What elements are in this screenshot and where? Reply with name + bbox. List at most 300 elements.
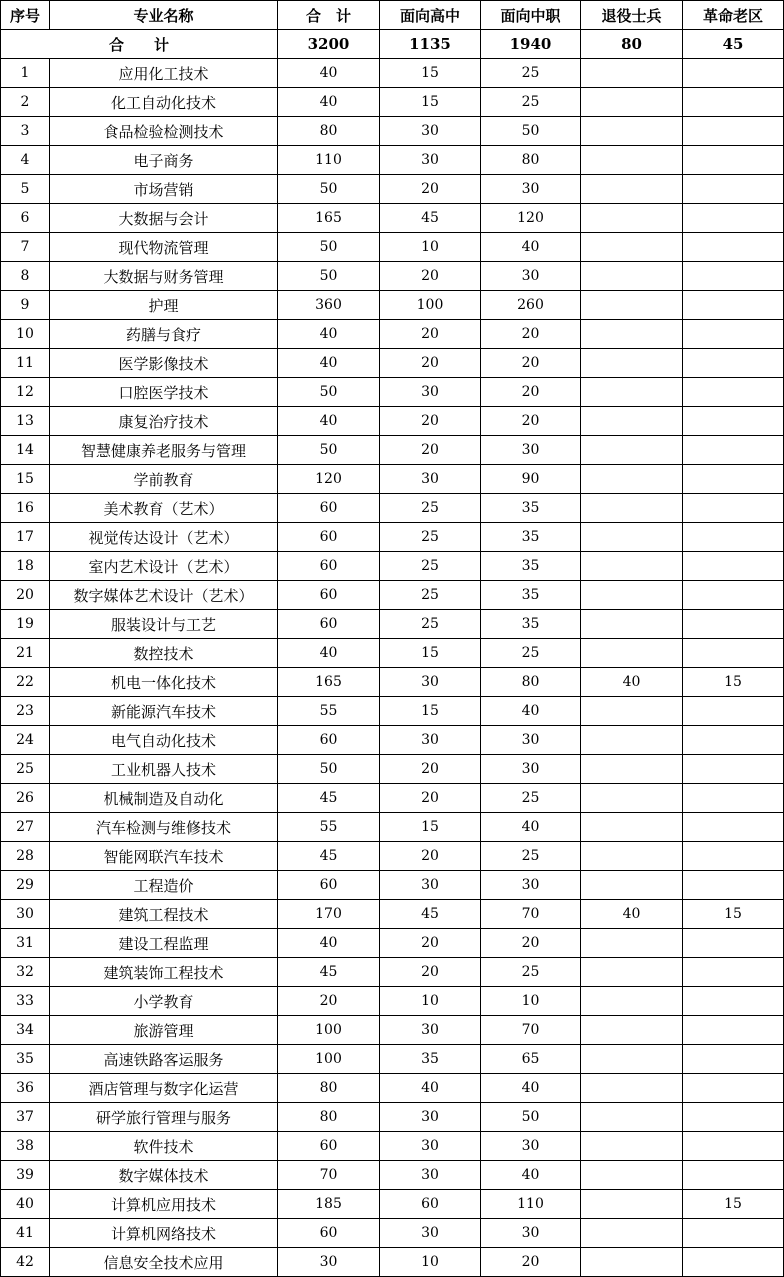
cell-high-school: 10 (380, 987, 481, 1016)
cell-index: 7 (1, 233, 50, 262)
cell-major-name: 电子商务 (50, 146, 278, 175)
table-row (1, 958, 784, 987)
table-row (1, 1219, 784, 1248)
cell-total: 60 (278, 871, 380, 900)
cell-major-name: 工业机器人技术 (50, 755, 278, 784)
cell-major-name: 工程造价 (50, 871, 278, 900)
cell-major-name: 机械制造及自动化 (50, 784, 278, 813)
cell-old-revolutionary-area (683, 871, 784, 900)
total-row (1, 30, 784, 59)
cell-total: 80 (278, 117, 380, 146)
cell-major-name: 软件技术 (50, 1132, 278, 1161)
cell-vocational: 260 (481, 291, 581, 320)
cell-veterans (581, 1045, 683, 1074)
cell-major-name: 市场营销 (50, 175, 278, 204)
table-row (1, 1132, 784, 1161)
cell-major-name: 室内艺术设计（艺术） (50, 552, 278, 581)
total-cell: 45 (683, 30, 784, 59)
cell-vocational: 50 (481, 117, 581, 146)
cell-old-revolutionary-area (683, 726, 784, 755)
cell-major-name: 大数据与会计 (50, 204, 278, 233)
cell-total: 80 (278, 1074, 380, 1103)
total-cell: 1940 (481, 30, 581, 59)
cell-vocational: 30 (481, 436, 581, 465)
cell-veterans (581, 88, 683, 117)
table-row (1, 378, 784, 407)
cell-high-school: 30 (380, 1103, 481, 1132)
cell-vocational: 80 (481, 668, 581, 697)
cell-high-school: 20 (380, 349, 481, 378)
cell-index: 2 (1, 88, 50, 117)
cell-high-school: 30 (380, 871, 481, 900)
table-row (1, 349, 784, 378)
cell-total: 40 (278, 349, 380, 378)
cell-veterans: 40 (581, 900, 683, 929)
cell-index: 25 (1, 755, 50, 784)
cell-vocational: 30 (481, 1219, 581, 1248)
cell-index: 36 (1, 1074, 50, 1103)
cell-old-revolutionary-area (683, 262, 784, 291)
cell-total: 100 (278, 1016, 380, 1045)
table-row (1, 436, 784, 465)
cell-major-name: 信息安全技术应用 (50, 1248, 278, 1277)
cell-old-revolutionary-area (683, 494, 784, 523)
cell-veterans (581, 204, 683, 233)
cell-old-revolutionary-area (683, 407, 784, 436)
cell-old-revolutionary-area (683, 1103, 784, 1132)
table-row (1, 987, 784, 1016)
cell-total: 40 (278, 320, 380, 349)
table-row (1, 900, 784, 929)
cell-vocational: 110 (481, 1190, 581, 1219)
cell-major-name: 化工自动化技术 (50, 88, 278, 117)
cell-major-name: 药膳与食疗 (50, 320, 278, 349)
cell-high-school: 15 (380, 88, 481, 117)
cell-index: 17 (1, 523, 50, 552)
cell-major-name: 智慧健康养老服务与管理 (50, 436, 278, 465)
cell-major-name: 美术教育（艺术） (50, 494, 278, 523)
cell-veterans (581, 813, 683, 842)
cell-veterans (581, 233, 683, 262)
cell-vocational: 70 (481, 900, 581, 929)
cell-veterans (581, 59, 683, 88)
cell-vocational: 30 (481, 755, 581, 784)
cell-veterans (581, 465, 683, 494)
cell-total: 170 (278, 900, 380, 929)
table-row (1, 1103, 784, 1132)
cell-veterans (581, 552, 683, 581)
cell-index: 12 (1, 378, 50, 407)
cell-index: 11 (1, 349, 50, 378)
cell-veterans (581, 117, 683, 146)
cell-high-school: 20 (380, 784, 481, 813)
cell-old-revolutionary-area (683, 755, 784, 784)
cell-major-name: 大数据与财务管理 (50, 262, 278, 291)
cell-veterans (581, 784, 683, 813)
cell-veterans (581, 581, 683, 610)
cell-total: 45 (278, 784, 380, 813)
cell-vocational: 35 (481, 610, 581, 639)
cell-high-school: 30 (380, 117, 481, 146)
cell-index: 31 (1, 929, 50, 958)
cell-total: 60 (278, 610, 380, 639)
header-total: 合 计 (278, 1, 380, 30)
cell-major-name: 小学教育 (50, 987, 278, 1016)
cell-index: 26 (1, 784, 50, 813)
cell-high-school: 30 (380, 726, 481, 755)
cell-veterans (581, 523, 683, 552)
cell-old-revolutionary-area: 15 (683, 1190, 784, 1219)
table-row (1, 871, 784, 900)
cell-index: 42 (1, 1248, 50, 1277)
cell-vocational: 40 (481, 1161, 581, 1190)
cell-high-school: 100 (380, 291, 481, 320)
cell-total: 40 (278, 639, 380, 668)
table-row (1, 465, 784, 494)
cell-major-name: 建设工程监理 (50, 929, 278, 958)
cell-vocational: 40 (481, 813, 581, 842)
table-row (1, 175, 784, 204)
cell-old-revolutionary-area (683, 1016, 784, 1045)
cell-major-name: 计算机应用技术 (50, 1190, 278, 1219)
cell-total: 110 (278, 146, 380, 175)
cell-major-name: 医学影像技术 (50, 349, 278, 378)
cell-index: 18 (1, 552, 50, 581)
header-vocational: 面向中职 (481, 1, 581, 30)
cell-vocational: 30 (481, 726, 581, 755)
cell-total: 70 (278, 1161, 380, 1190)
cell-index: 30 (1, 900, 50, 929)
cell-major-name: 数字媒体技术 (50, 1161, 278, 1190)
cell-total: 50 (278, 262, 380, 291)
cell-major-name: 数字媒体艺术设计（艺术） (50, 581, 278, 610)
cell-vocational: 40 (481, 233, 581, 262)
cell-veterans (581, 697, 683, 726)
cell-old-revolutionary-area (683, 1248, 784, 1277)
cell-veterans (581, 1016, 683, 1045)
cell-total: 50 (278, 378, 380, 407)
cell-index: 19 (1, 610, 50, 639)
cell-major-name: 服装设计与工艺 (50, 610, 278, 639)
cell-high-school: 30 (380, 378, 481, 407)
cell-vocational: 20 (481, 1248, 581, 1277)
header-high-school: 面向高中 (380, 1, 481, 30)
cell-total: 185 (278, 1190, 380, 1219)
table-row (1, 842, 784, 871)
cell-total: 20 (278, 987, 380, 1016)
cell-old-revolutionary-area: 15 (683, 900, 784, 929)
cell-veterans (581, 320, 683, 349)
cell-major-name: 计算机网络技术 (50, 1219, 278, 1248)
cell-major-name: 学前教育 (50, 465, 278, 494)
cell-vocational: 80 (481, 146, 581, 175)
cell-veterans (581, 1219, 683, 1248)
cell-old-revolutionary-area (683, 175, 784, 204)
cell-index: 8 (1, 262, 50, 291)
cell-vocational: 35 (481, 581, 581, 610)
cell-high-school: 10 (380, 1248, 481, 1277)
cell-index: 27 (1, 813, 50, 842)
table-row (1, 88, 784, 117)
cell-vocational: 25 (481, 88, 581, 117)
cell-high-school: 15 (380, 639, 481, 668)
cell-total: 60 (278, 726, 380, 755)
cell-index: 13 (1, 407, 50, 436)
total-cell: 80 (581, 30, 683, 59)
cell-veterans (581, 842, 683, 871)
cell-old-revolutionary-area (683, 291, 784, 320)
cell-high-school: 25 (380, 610, 481, 639)
cell-total: 60 (278, 552, 380, 581)
cell-old-revolutionary-area (683, 813, 784, 842)
cell-total: 50 (278, 175, 380, 204)
cell-old-revolutionary-area (683, 639, 784, 668)
cell-old-revolutionary-area (683, 117, 784, 146)
table-row (1, 1190, 784, 1219)
cell-old-revolutionary-area (683, 958, 784, 987)
cell-high-school: 25 (380, 523, 481, 552)
cell-old-revolutionary-area (683, 929, 784, 958)
cell-high-school: 30 (380, 1219, 481, 1248)
cell-total: 50 (278, 436, 380, 465)
table-row (1, 59, 784, 88)
cell-vocational: 40 (481, 697, 581, 726)
table-row (1, 581, 784, 610)
cell-veterans (581, 1132, 683, 1161)
cell-veterans: 40 (581, 668, 683, 697)
cell-old-revolutionary-area (683, 784, 784, 813)
table-row (1, 117, 784, 146)
cell-major-name: 研学旅行管理与服务 (50, 1103, 278, 1132)
table-row (1, 523, 784, 552)
cell-old-revolutionary-area (683, 1132, 784, 1161)
cell-high-school: 20 (380, 262, 481, 291)
cell-high-school: 15 (380, 697, 481, 726)
cell-major-name: 食品检验检测技术 (50, 117, 278, 146)
cell-major-name: 现代物流管理 (50, 233, 278, 262)
cell-high-school: 20 (380, 407, 481, 436)
cell-vocational: 20 (481, 320, 581, 349)
cell-old-revolutionary-area (683, 146, 784, 175)
cell-high-school: 15 (380, 59, 481, 88)
cell-index: 9 (1, 291, 50, 320)
cell-high-school: 20 (380, 175, 481, 204)
cell-total: 360 (278, 291, 380, 320)
cell-vocational: 20 (481, 349, 581, 378)
cell-major-name: 建筑工程技术 (50, 900, 278, 929)
cell-total: 40 (278, 59, 380, 88)
cell-index: 41 (1, 1219, 50, 1248)
cell-veterans (581, 1103, 683, 1132)
cell-index: 5 (1, 175, 50, 204)
header-index: 序号 (1, 1, 50, 30)
cell-vocational: 35 (481, 552, 581, 581)
cell-index: 23 (1, 697, 50, 726)
cell-high-school: 25 (380, 494, 481, 523)
cell-veterans (581, 146, 683, 175)
cell-old-revolutionary-area (683, 1045, 784, 1074)
cell-veterans (581, 929, 683, 958)
table-row (1, 552, 784, 581)
cell-high-school: 30 (380, 465, 481, 494)
cell-vocational: 30 (481, 871, 581, 900)
cell-total: 50 (278, 755, 380, 784)
cell-veterans (581, 871, 683, 900)
cell-index: 28 (1, 842, 50, 871)
cell-total: 165 (278, 204, 380, 233)
cell-index: 34 (1, 1016, 50, 1045)
cell-vocational: 70 (481, 1016, 581, 1045)
cell-vocational: 25 (481, 639, 581, 668)
cell-old-revolutionary-area (683, 465, 784, 494)
table-row (1, 146, 784, 175)
cell-total: 165 (278, 668, 380, 697)
cell-old-revolutionary-area (683, 378, 784, 407)
cell-index: 22 (1, 668, 50, 697)
cell-total: 60 (278, 581, 380, 610)
cell-major-name: 康复治疗技术 (50, 407, 278, 436)
cell-high-school: 30 (380, 668, 481, 697)
cell-vocational: 65 (481, 1045, 581, 1074)
cell-index: 39 (1, 1161, 50, 1190)
cell-veterans (581, 349, 683, 378)
header-major-name: 专业名称 (50, 1, 278, 30)
cell-high-school: 35 (380, 1045, 481, 1074)
cell-veterans (581, 1074, 683, 1103)
cell-index: 3 (1, 117, 50, 146)
cell-total: 60 (278, 1132, 380, 1161)
cell-vocational: 20 (481, 407, 581, 436)
cell-high-school: 60 (380, 1190, 481, 1219)
cell-vocational: 50 (481, 1103, 581, 1132)
cell-major-name: 新能源汽车技术 (50, 697, 278, 726)
cell-high-school: 25 (380, 581, 481, 610)
cell-vocational: 10 (481, 987, 581, 1016)
header-row (1, 1, 784, 30)
table-row (1, 320, 784, 349)
table-row (1, 755, 784, 784)
cell-veterans (581, 639, 683, 668)
cell-vocational: 35 (481, 523, 581, 552)
cell-total: 50 (278, 233, 380, 262)
cell-index: 29 (1, 871, 50, 900)
table-row (1, 813, 784, 842)
cell-high-school: 30 (380, 1161, 481, 1190)
cell-major-name: 酒店管理与数字化运营 (50, 1074, 278, 1103)
cell-veterans (581, 958, 683, 987)
cell-veterans (581, 262, 683, 291)
cell-veterans (581, 610, 683, 639)
cell-vocational: 25 (481, 59, 581, 88)
total-cell: 3200 (278, 30, 380, 59)
cell-veterans (581, 407, 683, 436)
table-row (1, 407, 784, 436)
cell-old-revolutionary-area (683, 436, 784, 465)
cell-vocational: 30 (481, 262, 581, 291)
total-label: 合 计 (1, 30, 278, 59)
cell-index: 10 (1, 320, 50, 349)
cell-index: 14 (1, 436, 50, 465)
cell-major-name: 应用化工技术 (50, 59, 278, 88)
cell-high-school: 10 (380, 233, 481, 262)
cell-veterans (581, 175, 683, 204)
cell-old-revolutionary-area (683, 1074, 784, 1103)
cell-veterans (581, 378, 683, 407)
cell-major-name: 汽车检测与维修技术 (50, 813, 278, 842)
cell-high-school: 20 (380, 958, 481, 987)
cell-old-revolutionary-area (683, 349, 784, 378)
cell-index: 15 (1, 465, 50, 494)
cell-old-revolutionary-area (683, 320, 784, 349)
cell-vocational: 120 (481, 204, 581, 233)
cell-vocational: 30 (481, 175, 581, 204)
cell-veterans (581, 987, 683, 1016)
cell-old-revolutionary-area (683, 204, 784, 233)
cell-vocational: 20 (481, 378, 581, 407)
table-row (1, 697, 784, 726)
cell-total: 100 (278, 1045, 380, 1074)
cell-old-revolutionary-area (683, 523, 784, 552)
cell-vocational: 25 (481, 958, 581, 987)
cell-total: 45 (278, 842, 380, 871)
cell-total: 40 (278, 407, 380, 436)
table-row (1, 1248, 784, 1277)
table-row (1, 1161, 784, 1190)
cell-vocational: 35 (481, 494, 581, 523)
cell-index: 20 (1, 581, 50, 610)
cell-total: 60 (278, 494, 380, 523)
cell-old-revolutionary-area (683, 552, 784, 581)
table-row (1, 610, 784, 639)
cell-index: 40 (1, 1190, 50, 1219)
cell-total: 40 (278, 88, 380, 117)
cell-major-name: 数控技术 (50, 639, 278, 668)
cell-veterans (581, 494, 683, 523)
total-cell: 1135 (380, 30, 481, 59)
cell-total: 60 (278, 523, 380, 552)
cell-vocational: 25 (481, 842, 581, 871)
cell-major-name: 护理 (50, 291, 278, 320)
cell-high-school: 25 (380, 552, 481, 581)
cell-old-revolutionary-area (683, 581, 784, 610)
cell-old-revolutionary-area (683, 233, 784, 262)
cell-old-revolutionary-area (683, 88, 784, 117)
cell-high-school: 45 (380, 204, 481, 233)
cell-high-school: 20 (380, 929, 481, 958)
cell-total: 80 (278, 1103, 380, 1132)
cell-index: 37 (1, 1103, 50, 1132)
table-row (1, 233, 784, 262)
cell-high-school: 45 (380, 900, 481, 929)
table-row (1, 929, 784, 958)
cell-index: 6 (1, 204, 50, 233)
cell-vocational: 90 (481, 465, 581, 494)
cell-veterans (581, 726, 683, 755)
table-row (1, 262, 784, 291)
cell-index: 21 (1, 639, 50, 668)
cell-index: 33 (1, 987, 50, 1016)
cell-high-school: 15 (380, 813, 481, 842)
cell-high-school: 20 (380, 320, 481, 349)
cell-index: 24 (1, 726, 50, 755)
table-row (1, 639, 784, 668)
cell-old-revolutionary-area (683, 59, 784, 88)
cell-old-revolutionary-area (683, 610, 784, 639)
table-row (1, 291, 784, 320)
table-row (1, 1074, 784, 1103)
table-row (1, 1045, 784, 1074)
cell-vocational: 20 (481, 929, 581, 958)
